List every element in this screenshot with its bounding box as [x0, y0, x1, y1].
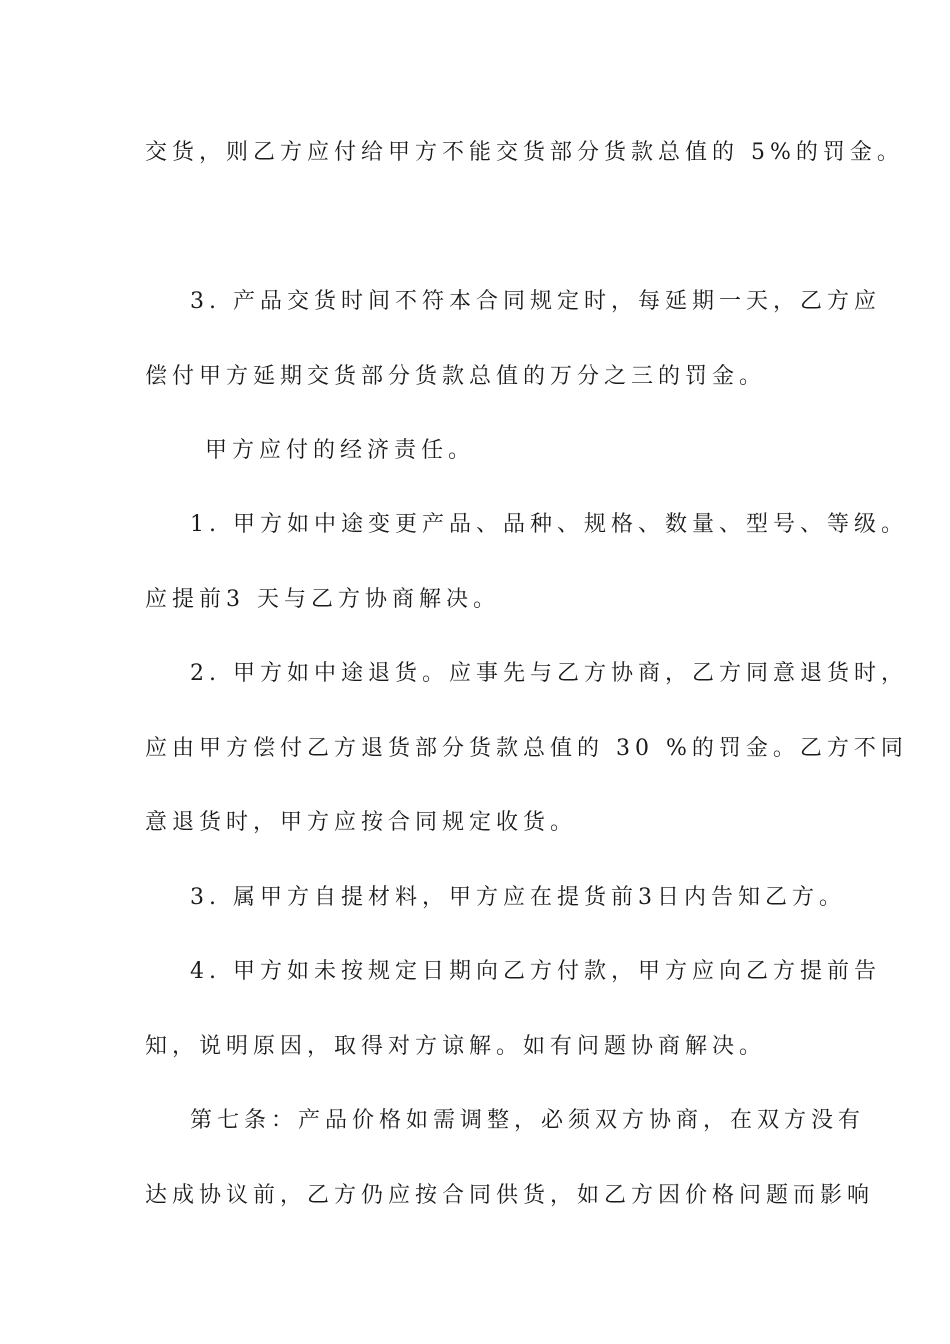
text-line-5: 1. 甲方如中途变更产品、品种、规格、数量、型号、等级。: [190, 512, 908, 537]
text-line-3: 偿付甲方延期交货部分货款总值的万分之三的罚金。: [145, 364, 767, 389]
text-line-8: 应由甲方偿付乙方退货部分货款总值的 30 %的罚金。乙方不同: [145, 736, 908, 761]
text-line-7: 2. 甲方如中途退货。应事先与乙方协商，乙方同意退货时，: [190, 661, 908, 686]
text-line-1: 交货，则乙方应付给甲方不能交货部分货款总值的 5%的罚金。: [145, 140, 904, 165]
section-heading: 甲方应付的经济责任。: [205, 438, 476, 463]
text-line-14: 达成协议前，乙方仍应按合同供货，如乙方因价格问题而影响: [145, 1183, 875, 1208]
text-line-10: 3. 属甲方自提材料，甲方应在提货前3日内告知乙方。: [190, 885, 846, 910]
text-line-11: 4. 甲方如未按规定日期向乙方付款，甲方应向乙方提前告: [190, 959, 881, 984]
text-line-2: 3. 产品交货时间不符本合同规定时，每延期一天，乙方应: [190, 289, 881, 314]
text-line-9: 意退货时，甲方应按合同规定收货。: [145, 810, 578, 835]
text-line-6: 应提前3 天与乙方协商解决。: [145, 587, 500, 612]
text-line-12: 知，说明原因，取得对方谅解。如有问题协商解决。: [145, 1034, 767, 1059]
article-heading-line: 第七条：产品价格如需调整，必须双方协商，在双方没有: [190, 1108, 866, 1133]
